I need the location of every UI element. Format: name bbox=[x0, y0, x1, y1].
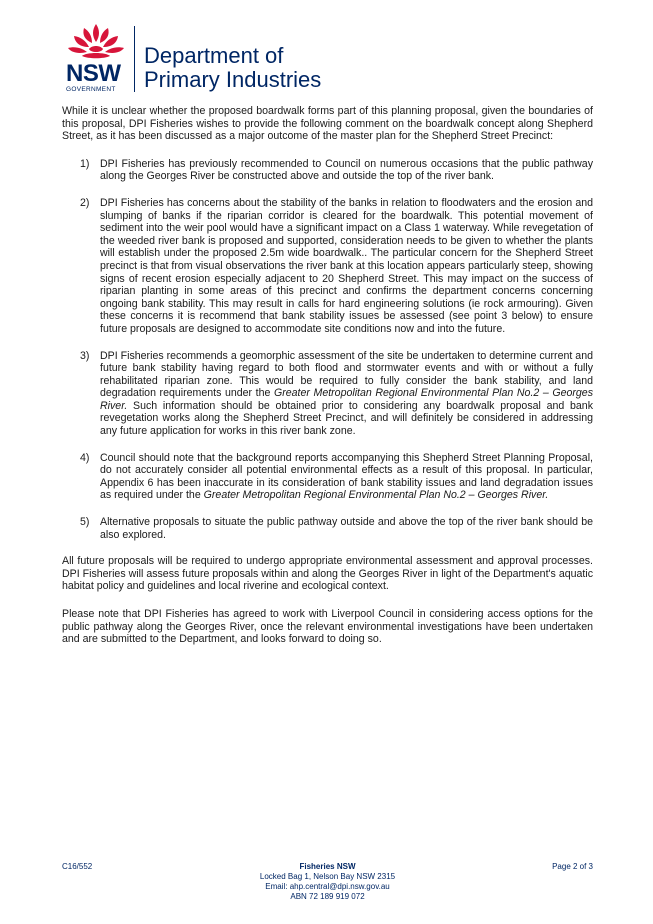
future-proposals-paragraph: All future proposals will be required to undergo appropriate environmental assessment and approval processes. DPI Fisheries will assess future proposals within and along the Georges River in light of the Department's aquatic habitat policy and guidelines and local riverine and ecological context. bbox=[62, 555, 593, 593]
comment-list bbox=[62, 158, 593, 541]
list-number: 1) bbox=[80, 157, 90, 170]
list-number: 3) bbox=[80, 349, 90, 362]
list-item-text: DPI Fisheries recommends a geomorphic assessment of the site be undertaken to determine current and future bank stability having regard to both flood and stormwater events and with or without a fully rehabilitated riparian zone. This would be required to fully consider the bank stability, and land degradation requirements under the bbox=[100, 349, 593, 400]
nsw-government-logo bbox=[62, 22, 130, 96]
note-paragraph: Please note that DPI Fisheries has agreed to work with Liverpool Council in considering access options for the public pathway along the Georges River, once the relevant environmental investigations have been undertaken and are submitted to the Department, and looks forward to doing so. bbox=[62, 608, 593, 646]
list-item bbox=[62, 452, 593, 502]
department-title-line2: Primary Industries bbox=[144, 67, 322, 92]
list-item bbox=[62, 516, 593, 541]
header-divider bbox=[134, 26, 135, 92]
footer-org: Fisheries NSW bbox=[299, 862, 356, 871]
plan-reference: Greater Metropolitan Regional Environmental Plan No.2 – Georges River. bbox=[100, 387, 593, 412]
logo-nsw-text: NSW bbox=[66, 60, 121, 87]
list-item-text: Alternative proposals to situate the public pathway outside and above the top of the river bank should be also explored. bbox=[100, 516, 593, 541]
footer-email: Email: ahp.central@dpi.nsw.gov.au bbox=[265, 882, 390, 891]
page-footer bbox=[62, 862, 593, 912]
list-item-text: Council should note that the background reports accompanying this Shepherd Street Planning Proposal, do not accurately consider all potential environmental effects as a result of this proposal. In particular, Appendix 6 has been inaccurate in its consideration of bank stability issues and land degradation issues as required under the bbox=[100, 451, 593, 502]
list-item bbox=[62, 350, 593, 438]
plan-reference: Greater Metropolitan Regional Environmental Plan No.2 – Georges River. bbox=[203, 489, 549, 502]
letterhead bbox=[62, 22, 622, 98]
footer-address: Locked Bag 1, Nelson Bay NSW 2315 bbox=[259, 872, 396, 881]
logo-government-text: GOVERNMENT bbox=[66, 86, 116, 93]
list-item bbox=[62, 158, 593, 183]
footer-abn: ABN 72 189 919 072 bbox=[290, 892, 365, 901]
intro-paragraph: While it is unclear whether the proposed boardwalk forms part of this planning proposal, given the boundaries of this proposal, DPI Fisheries wishes to provide the following comment on the boardwalk concept along Shepherd Street, as it has been discussed as a major outcome of the master plan for the Shepherd Street Precinct: bbox=[62, 105, 593, 143]
list-number: 5) bbox=[80, 516, 90, 529]
list-item-text: DPI Fisheries has concerns about the stability of the banks in relation to floodwaters and the erosion and slumping of banks if the riparian corridor is cleared for the boardwalk. This potential movement of sediment into the weir pool would have a significant impact on a Class 1 waterway. While revegetation of the weeded river bank is proposed and supported, consideration needs to be given to whether the plants will establish under the proposed 2.5m wide boardwalk.. The particular concern for the Shepherd Street precinct is that from visual observations the river bank at this location appears particularly steep, showing signs of recent erosion especially adjacent to 20 Shepherd Street. This may impact on the success of riparian planting in some areas of this precinct and confirms the department concerns concerning ongoing bank stability. This may result in calls for hard engineering solutions (ie rock armouring). Given these concerns it is recommend that bank stability issues be assessed (see point 3 below) to ensure future proposals are designed to accommodate site conditions now and into the future. bbox=[100, 196, 593, 335]
waratah-icon bbox=[62, 22, 130, 64]
list-item-text: DPI Fisheries has previously recommended to Council on numerous occasions that the public pathway along the Georges River be constructed above and outside the top of the river bank. bbox=[100, 157, 593, 183]
reference-number: C16/552 bbox=[62, 862, 93, 871]
department-title-line1: Department of bbox=[144, 43, 284, 68]
list-item bbox=[62, 197, 593, 336]
page-number: Page 2 of 3 bbox=[552, 862, 593, 871]
list-number: 4) bbox=[80, 451, 90, 464]
footer-contact bbox=[222, 862, 433, 902]
department-title bbox=[144, 44, 321, 92]
list-item-text: Such information should be obtained prior to considering any boardwalk proposal and bank revegetation works along the Shepherd Street Precinct, and will definitely be considered in addressing any future application for works in this river bank zone. bbox=[100, 399, 593, 438]
list-number: 2) bbox=[80, 196, 90, 209]
letter-body bbox=[62, 105, 593, 661]
